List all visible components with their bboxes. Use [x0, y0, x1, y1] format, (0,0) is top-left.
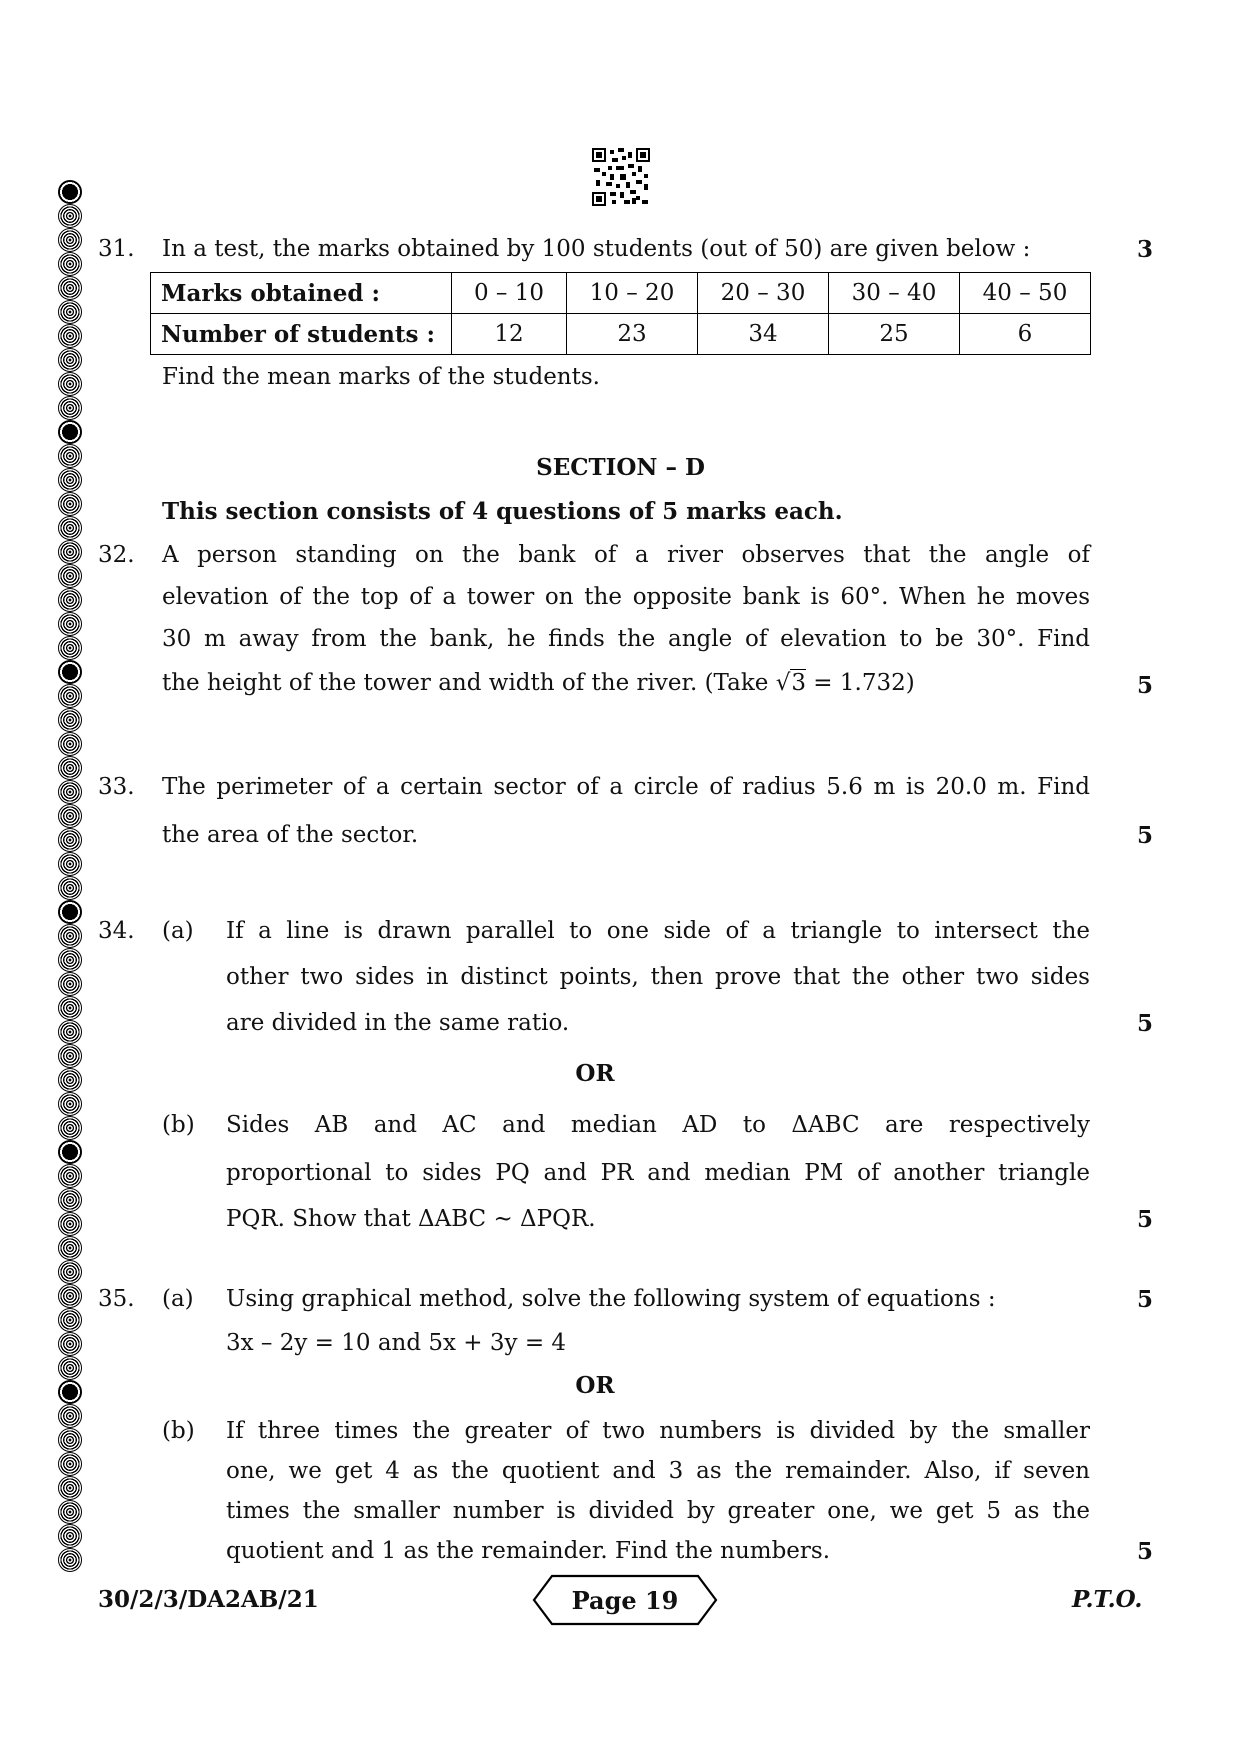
question-34-line: proportional to sides PQ and PR and median PM of another triangle [226, 1160, 1090, 1186]
question-31-number: 31. [98, 236, 135, 262]
question-34-b-label: (b) [162, 1112, 195, 1138]
margin-ring [58, 276, 82, 300]
margin-ring [58, 372, 82, 396]
margin-ring [58, 780, 82, 804]
margin-ring [58, 1332, 82, 1356]
qr-code [592, 148, 650, 206]
question-31-marks: 3 [1136, 236, 1153, 263]
equations: 3x – 2y = 10 and 5x + 3y = 4 [226, 1330, 567, 1356]
question-31-text: In a test, the marks obtained by 100 students (out of 50) are given below : [162, 236, 1031, 262]
margin-ring [58, 1548, 82, 1572]
margin-ring [58, 540, 82, 564]
margin-ring [58, 828, 82, 852]
page-number: Page 19 [571, 1586, 679, 1615]
radicand: 3 [791, 670, 806, 696]
question-32-line: 30 m away from the bank, he finds the angle of elevation to be 30°. Find [162, 626, 1090, 652]
table-cell: 20 – 30 [698, 273, 829, 314]
margin-ring [58, 1092, 82, 1116]
question-35-a-marks: 5 [1136, 1286, 1153, 1313]
margin-ring [58, 324, 82, 348]
margin-ring [58, 516, 82, 540]
question-34-line: other two sides in distinct points, then prove that the other two sides [226, 964, 1090, 990]
margin-ring [58, 756, 82, 780]
or-separator: OR [575, 1060, 615, 1087]
question-32-text: the height of the tower and width of the river. (Take [162, 670, 776, 696]
question-35-line: If three times the greater of two numbers is divided by the smaller [226, 1418, 1090, 1444]
margin-ring [58, 1140, 82, 1164]
question-33-line: The perimeter of a certain sector of a circle of radius 5.6 m is 20.0 m. Find [162, 774, 1090, 800]
question-32-line: A person standing on the bank of a river observes that the angle of [162, 542, 1090, 568]
margin-ring [58, 1500, 82, 1524]
question-31-prompt: Find the mean marks of the students. [162, 364, 600, 390]
radical-sign: √ [775, 670, 791, 696]
margin-ring [58, 708, 82, 732]
question-35-line: quotient and 1 as the remainder. Find the numbers. [226, 1538, 831, 1564]
margin-ring [58, 348, 82, 372]
margin-ring [58, 252, 82, 276]
question-34-line: Sides AB and AC and median AD to ΔABC are respectively [226, 1112, 1090, 1138]
margin-ring [58, 804, 82, 828]
table-cell: 10 – 20 [567, 273, 698, 314]
margin-ring [58, 1452, 82, 1476]
table-row [151, 314, 1091, 355]
table-cell: 40 – 50 [960, 273, 1091, 314]
table-cell: 25 [829, 314, 960, 355]
margin-ring [58, 300, 82, 324]
margin-ring [58, 1476, 82, 1500]
margin-ring [58, 996, 82, 1020]
margin-ring [58, 1236, 82, 1260]
margin-ring [58, 1308, 82, 1332]
margin-ring [58, 1524, 82, 1548]
question-32-text: = 1.732) [805, 670, 915, 696]
section-subtitle: This section consists of 4 questions of 5 marks each. [162, 498, 843, 525]
margin-ring [58, 1428, 82, 1452]
question-32-line [162, 670, 915, 696]
margin-ring [58, 876, 82, 900]
table-cell: 34 [698, 314, 829, 355]
question-34-line: If a line is drawn parallel to one side of a triangle to intersect the [226, 918, 1090, 944]
margin-ring [58, 1188, 82, 1212]
margin-ring [58, 564, 82, 588]
table-cell: 30 – 40 [829, 273, 960, 314]
margin-ring [58, 972, 82, 996]
table-cell: 23 [567, 314, 698, 355]
question-34-number: 34. [98, 918, 135, 944]
margin-ring [58, 588, 82, 612]
question-35-line: one, we get 4 as the quotient and 3 as the remainder. Also, if seven [226, 1458, 1090, 1484]
margin-ring [58, 1020, 82, 1044]
question-33-line: the area of the sector. [162, 822, 419, 848]
question-32-number: 32. [98, 542, 135, 568]
question-34-line: PQR. Show that ΔABC ~ ΔPQR. [226, 1206, 596, 1232]
marks-table [150, 272, 1091, 355]
margin-ring [58, 1164, 82, 1188]
margin-ring [58, 684, 82, 708]
table-cell: 0 – 10 [452, 273, 567, 314]
margin-ring [58, 420, 82, 444]
paper-code: 30/2/3/DA2AB/21 [98, 1586, 319, 1613]
question-35-b-marks: 5 [1136, 1538, 1153, 1565]
margin-ring [58, 228, 82, 252]
margin-ring [58, 636, 82, 660]
margin-ring [58, 1212, 82, 1236]
question-34-line: are divided in the same ratio. [226, 1010, 570, 1036]
question-34-a-marks: 5 [1136, 1010, 1153, 1037]
margin-ring [58, 1404, 82, 1428]
margin-ring [58, 204, 82, 228]
margin-ring [58, 660, 82, 684]
question-33-number: 33. [98, 774, 135, 800]
question-35-number: 35. [98, 1286, 135, 1312]
margin-ring [58, 948, 82, 972]
margin-ring [58, 1116, 82, 1140]
margin-ring-strip [58, 180, 86, 1572]
question-33-marks: 5 [1136, 822, 1153, 849]
or-separator: OR [575, 1372, 615, 1399]
question-34-b-marks: 5 [1136, 1206, 1153, 1233]
margin-ring [58, 180, 82, 204]
question-35-a-label: (a) [162, 1286, 194, 1312]
margin-ring [58, 1260, 82, 1284]
question-32-marks: 5 [1136, 672, 1153, 699]
question-32-line: elevation of the top of a tower on the opposite bank is 60°. When he moves [162, 584, 1090, 610]
margin-ring [58, 924, 82, 948]
margin-ring [58, 612, 82, 636]
table-header-students: Number of students : [151, 314, 452, 355]
question-35-line: times the smaller number is divided by greater one, we get 5 as the [226, 1498, 1090, 1524]
margin-ring [58, 396, 82, 420]
question-34-a-label: (a) [162, 918, 194, 944]
margin-ring [58, 900, 82, 924]
margin-ring [58, 852, 82, 876]
page-number-badge [532, 1574, 718, 1626]
margin-ring [58, 732, 82, 756]
table-cell: 12 [452, 314, 567, 355]
table-header-marks: Marks obtained : [151, 273, 452, 314]
table-row [151, 273, 1091, 314]
pto-label: P.T.O. [1072, 1586, 1143, 1613]
question-35-line: Using graphical method, solve the following system of equations : [226, 1286, 996, 1312]
question-35-b-label: (b) [162, 1418, 195, 1444]
table-cell: 6 [960, 314, 1091, 355]
section-title: SECTION – D [536, 454, 705, 481]
margin-ring [58, 1284, 82, 1308]
margin-ring [58, 492, 82, 516]
